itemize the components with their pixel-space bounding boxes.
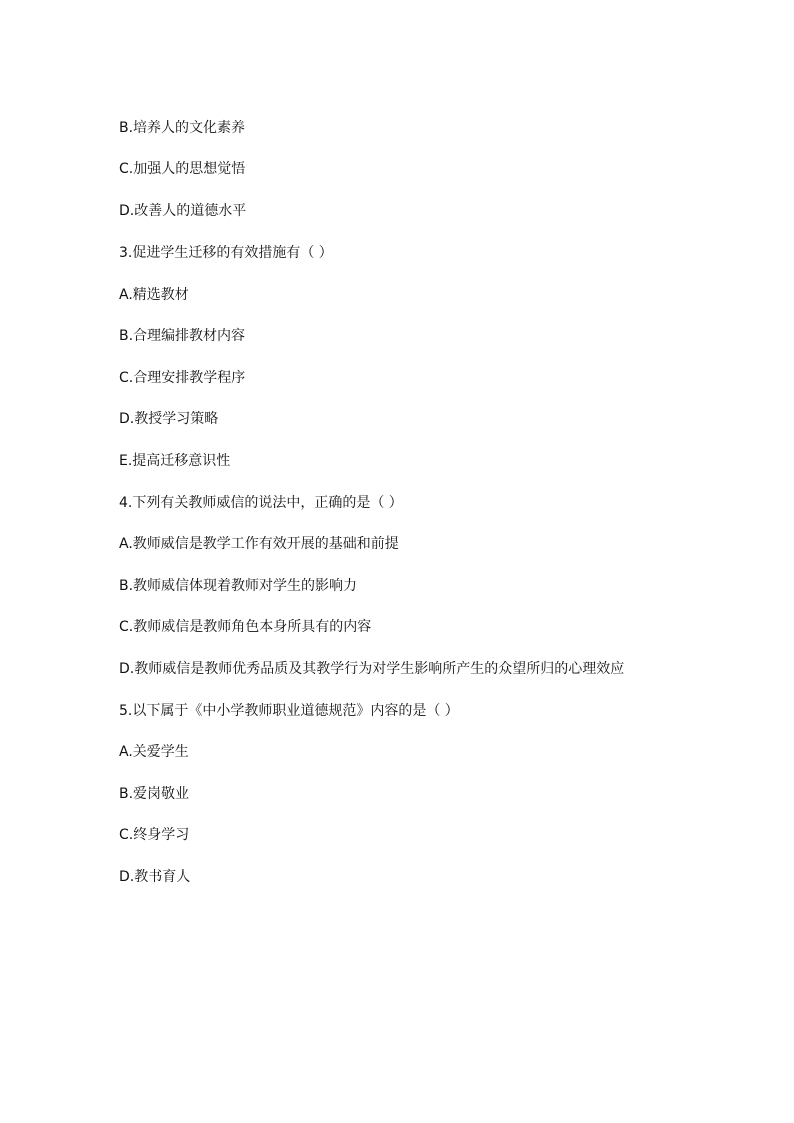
q3-option-b: B.合理编排教材内容: [119, 328, 246, 344]
q5-option-b: B.爱岗敬业: [119, 786, 190, 802]
question-3: 3.促进学生迁移的有效措施有（ ）: [119, 245, 333, 261]
q5-option-d: D.教书育人: [119, 869, 191, 885]
question-5: 5.以下属于《中小学教师职业道德规范》内容的是（ ）: [119, 703, 459, 719]
q3-option-a: A.精选教材: [119, 287, 189, 303]
q4-option-c: C.教师威信是教师角色本身所具有的内容: [119, 619, 372, 635]
q4-option-a: A.教师威信是教学工作有效开展的基础和前提: [119, 536, 399, 552]
q5-option-a: A.关爱学生: [119, 744, 189, 760]
q4-option-b: B.教师威信体现着教师对学生的影响力: [119, 578, 358, 594]
option-c-ideological-awareness: C.加强人的思想觉悟: [119, 161, 246, 177]
option-d-moral-level: D.改善人的道德水平: [119, 203, 247, 219]
q3-option-c: C.合理安排教学程序: [119, 370, 246, 386]
option-b-cultural-literacy: B.培养人的文化素养: [119, 120, 246, 136]
q5-option-c: C.终身学习: [119, 827, 190, 843]
q4-option-d: D.教师威信是教师优秀品质及其教学行为对学生影响所产生的众望所归的心理效应: [119, 661, 625, 677]
q3-option-d: D.教授学习策略: [119, 411, 219, 427]
q3-option-e: E.提高迁移意识性: [119, 453, 231, 469]
question-4: 4.下列有关教师威信的说法中，正确的是（ ）: [119, 495, 403, 511]
